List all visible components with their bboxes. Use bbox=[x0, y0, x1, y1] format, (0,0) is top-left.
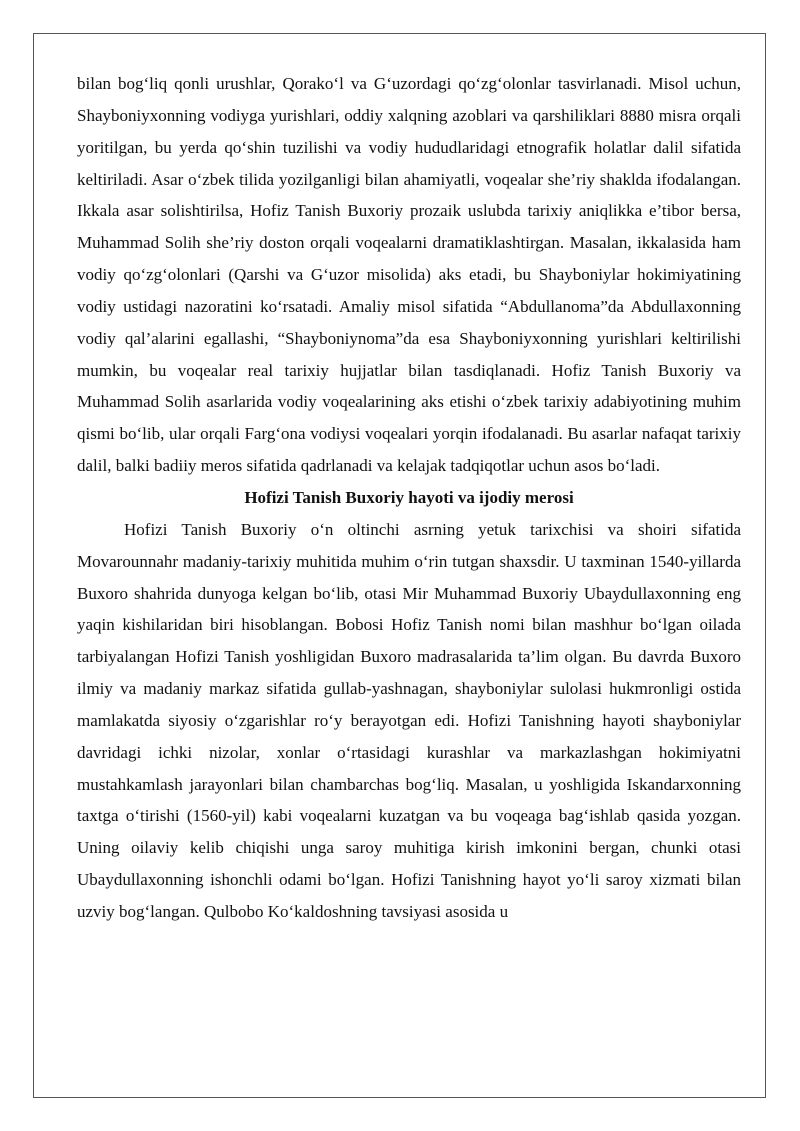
paragraph-2: Hofizi Tanish Buxoriy o‘n oltinchi asrning yetuk tarixchisi va shoiri sifatida Movarounnahr madaniy-tarixiy muhitida muhim o‘rin tutgan shaxsdir. U taxminan 1540-yillarda Buxoro shahrida dunyoga kelgan bo‘lib, otasi Mir Muhammad Buxoriy Ubaydullaxonning eng yaqin kishilaridan biri hisoblangan. Bobosi Hofiz Tanish nomi bilan mashhur bo‘lgan oilada tarbiyalangan Hofizi Tanish yoshligidan Buxoro madrasalarida ta’lim olgan. Bu davrda Buxoro ilmiy va madaniy markaz sifatida gullab-yashnagan, shayboniylar sulolasi hukmronligi ostida mamlakatda siyosiy o‘zgarishlar ro‘y berayotgan edi. Hofizi Tanishning hayoti shayboniylar davridagi ichki nizolar, xonlar o‘rtasidagi kurashlar va markazlashgan hokimiyatni mustahkamlash jarayonlari bilan chambarchas bog‘liq. Masalan, u yoshligida Iskandarxonning taxtga o‘tirishi (1560-yil) kabi voqealarni kuzatgan va bu voqeaga bag‘ishlab qasida yozgan. Uning oilaviy kelib chiqishi unga saroy muhitiga kirish imkonini bergan, chunki otasi Ubaydullaxonning ishonchli odami bo‘lgan. Hofizi Tanishning hayot yo‘li saroy xizmati bilan uzviy bog‘langan. Qulbobo Ko‘kaldoshning tavsiyasi asosida u bbox=[77, 519, 741, 921]
section-heading: Hofizi Tanish Buxoriy hayoti va ijodiy merosi bbox=[244, 487, 574, 507]
paragraph-1: bilan bog‘liq qonli urushlar, Qorako‘l va G‘uzordagi qo‘zg‘olonlar tasvirlanadi. Misol uchun, Shayboniyxonning vodiyga yurishlari, oddiy xalqning azoblari va qarshiliklari 8880 misra orqali yoritilgan, bu yerda qo‘shin tuzilishi va vodiy hududlaridagi etnografik holatlar dalil sifatida keltiriladi. Asar o‘zbek tilida yozilganligi bilan ahamiyatli, voqealar she’riy shaklda ifodalangan. Ikkala asar solishtirilsa, Hofiz Tanish Buxoriy prozaik uslubda tarixiy aniqlikka e’tibor bersa, Muhammad Solih she’riy doston orqali voqealarni dramatiklashtirgan. Masalan, ikkalasida ham vodiy qo‘zg‘olonlari (Qarshi va G‘uzor misolida) aks etadi, bu Shayboniylar hokimiyatining vodiy ustidagi nazoratini ko‘rsatadi. Amaliy misol sifatida “Abdullanoma”da Abdullaxonning vodiy qal’alarini egallashi, “Shayboniynoma”da esa Shayboniyxonning yurishlari keltirilishi mumkin, bu voqealar real tarixiy hujjatlar bilan tasdiqlanadi. Hofiz Tanish Buxoriy va Muhammad Solih asarlarida vodiy voqealarining aks etishi o‘zbek tarixiy adabiyotining muhim qismi bo‘lib, ular orqali Farg‘ona vodiysi voqealari yorqin ifodalanadi. Bu asarlar nafaqat tarixiy dalil, balki badiiy meros sifatida qadrlanadi va kelajak tadqiqotlar uchun asos bo‘ladi. bbox=[77, 74, 741, 476]
page-body bbox=[77, 68, 741, 928]
